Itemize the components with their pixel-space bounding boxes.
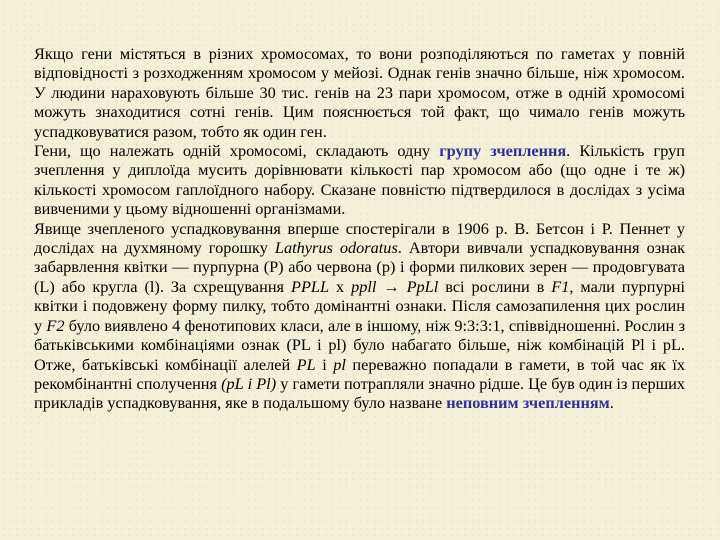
paragraph-3-s7: і — [315, 354, 334, 374]
paragraph-3-s10: . — [609, 393, 614, 413]
paragraph-1-text: Якщо гени містяться в різних хромосомах, то вони розподіляються по гаметах у повній відповідності з розходженням хромосом у мейозі. Однак генів значно більше, ніж хромосом. У людини нараховують більше 30 тис. генів на 23 пари хромосом, отже в одній хромосомі можуть знаходитися сотні генів. Цим пояснюється той факт, що чимало генів можуть успадковуватися разом, тобто як один ген. — [34, 44, 685, 141]
paragraph-3-s8: переважно попадали в гамети, в той час як їх рекомбінантні сполучення — [34, 354, 685, 393]
paragraph-3-s5: , мали пурпурні квітки і подовжену форму пилку, тобто домінантні ознаки. Після самозапилення цих рослин у — [34, 276, 685, 335]
paragraph-3-s2: . Автори вивчали успадковування ознак забарвлення квітки — пурпурна (Р) або червона (р) і форми пилкових зерен — продовгувата (L) або кругла (l). За схрещування — [34, 238, 685, 296]
cross-parent-1: PPLL — [291, 276, 330, 296]
paragraph-2-text-b: . Кількість груп зчеплення у диплоїда мусить дорівнювати кількості пар хромосом або (що одне і те ж) кількості хромосом гаплоїдного набору. Сказане повністю підтвердилося в дослідах з усіма вивченими у цьому відношенні організмами. — [34, 141, 685, 219]
generation-f2: F2 — [46, 315, 65, 335]
paragraph-linkage-group — [34, 141, 685, 219]
paragraph-3-s6: було виявлено 4 фенотипових класи, але в іншому, ніж 9:3:3:1, співвідношенні. Рослин з батьківськими комбінаціями ознак (PL і pl) було набагато більше, ніж комбінацій Pl і pL. Отже, батьківські комбінації алелей — [34, 315, 686, 374]
slide-content — [34, 44, 685, 413]
paragraph-2-text-a: Гени, що належать одній хромосомі, складають одну — [34, 141, 440, 161]
allele-pl-upper: PL — [296, 354, 316, 374]
term-linkage-group: групу зчеплення — [439, 141, 567, 161]
paragraph-3-s1: Явище зчепленого успадковування вперше спостерігали в 1906 р. В. Бетсон і Р. Пеннет у дослідах на духмяному горошку — [34, 218, 685, 258]
paragraph-3-s3: х — [329, 276, 352, 296]
species-name: Lathyrus odoratus — [274, 238, 398, 258]
cross-parent-2: ppll → PpLl — [351, 276, 439, 296]
paragraph-3-s4: всі рослини в — [438, 276, 552, 296]
term-incomplete-linkage: неповним зчепленням — [446, 393, 610, 413]
allele-pl-lower: pl — [333, 354, 346, 374]
paragraph-bateson-experiment — [34, 219, 685, 413]
paragraph-3-s9: у гамети потрапляли значно рідше. Це був один із перших прикладів успадковування, яке в подальшому було назване — [34, 373, 685, 413]
generation-f1: F1 — [551, 276, 570, 296]
recombinant-combinations: (pL і Pl) — [221, 373, 277, 393]
paragraph-linkage-intro — [34, 44, 685, 141]
